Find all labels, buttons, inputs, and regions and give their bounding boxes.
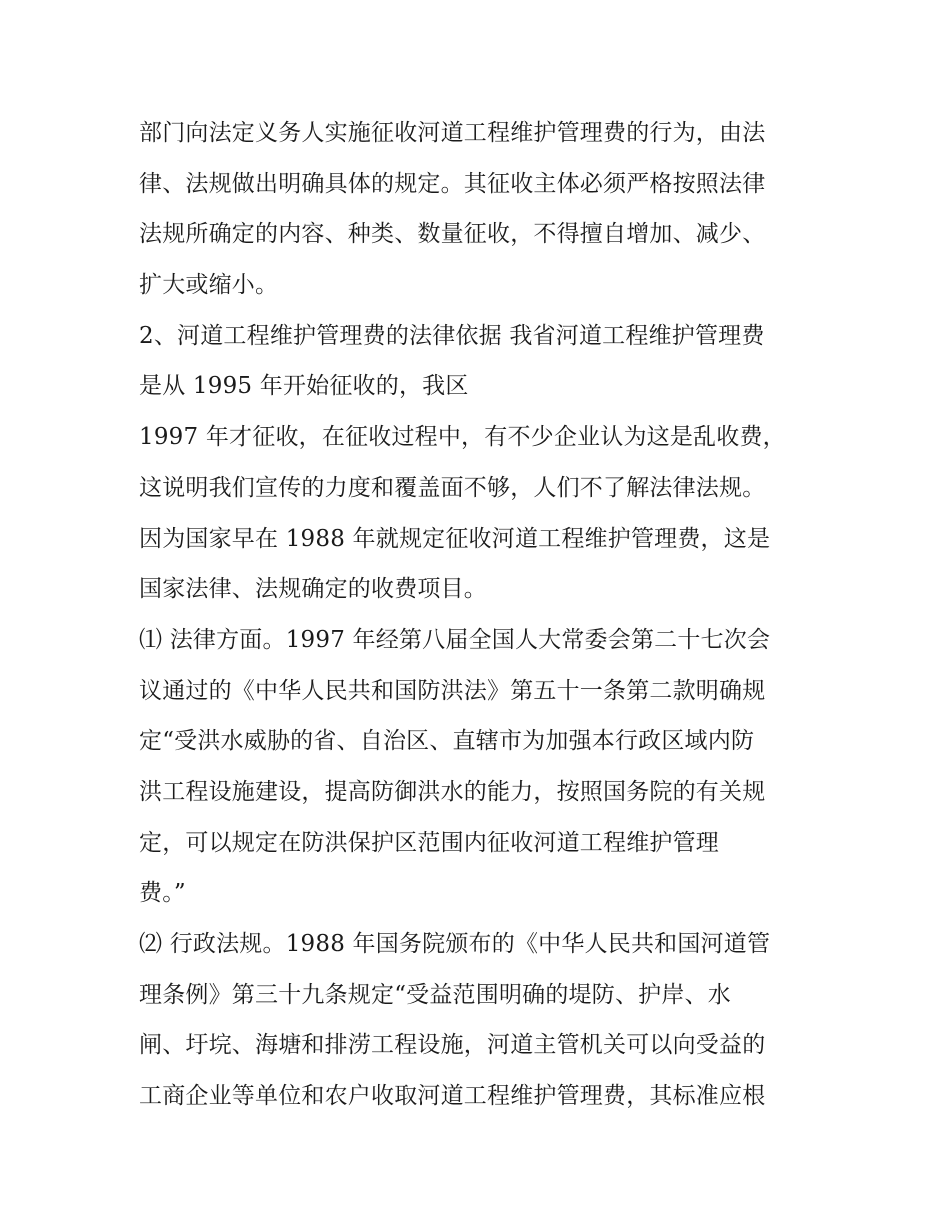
text-line: 法规所确定的内容、种类、数量征收，不得擅自增加、减少、 (139, 221, 766, 248)
text-line: 闸、圩垸、海塘和排涝工程设施，河道主管机关可以向受益的 (139, 1032, 766, 1059)
text-line: 洪工程设施建设，提高防御洪水的能力，按照国务院的有关规 (139, 778, 766, 805)
text-line: 定，可以规定在防洪保护区范围内征收河道工程维护管理 (139, 829, 719, 856)
text-line: 这说明我们宣传的力度和覆盖面不够，人们不了解法律法规。 (139, 474, 766, 501)
body-text (139, 108, 829, 1122)
text-line: 费。” (139, 880, 186, 907)
text-line: 定“受洪水威胁的省、自治区、直辖市为加强本行政区域内防 (139, 728, 755, 755)
text-line: 因为国家早在 1988 年就规定征收河道工程维护管理费，这是 (139, 525, 771, 552)
text-line: 理条例》第三十九条规定“受益范围明确的堤防、护岸、水 (139, 981, 731, 1008)
text-line: 议通过的《中华人民共和国防洪法》第五十一条第二款明确规 (139, 677, 766, 704)
text-line: 国家法律、法规确定的收费项目。 (139, 576, 487, 603)
text-line: 1997 年才征收，在征收过程中，有不少企业认为这是乱收费， (139, 424, 786, 451)
section-heading-line: 2、河道工程维护管理费的法律依据 我省河道工程维护管理费 (139, 322, 765, 349)
text-line: 部门向法定义务人实施征收河道工程维护管理费的行为，由法 (139, 120, 766, 146)
list-item-line: ⑴ 法律方面。1997 年经第八届全国人大常委会第二十七次会 (139, 626, 771, 653)
list-item-line: ⑵ 行政法规。1988 年国务院颁布的《中华人民共和国河道管 (139, 931, 771, 957)
text-line: 扩大或缩小。 (139, 272, 279, 299)
text-line: 律、法规做出明确具体的规定。其征收主体必须严格按照法律 (139, 170, 766, 197)
text-line: 工商企业等单位和农户收取河道工程维护管理费，其标准应根 (139, 1083, 766, 1110)
text-line: 是从 1995 年开始征收的，我区 (139, 373, 469, 400)
